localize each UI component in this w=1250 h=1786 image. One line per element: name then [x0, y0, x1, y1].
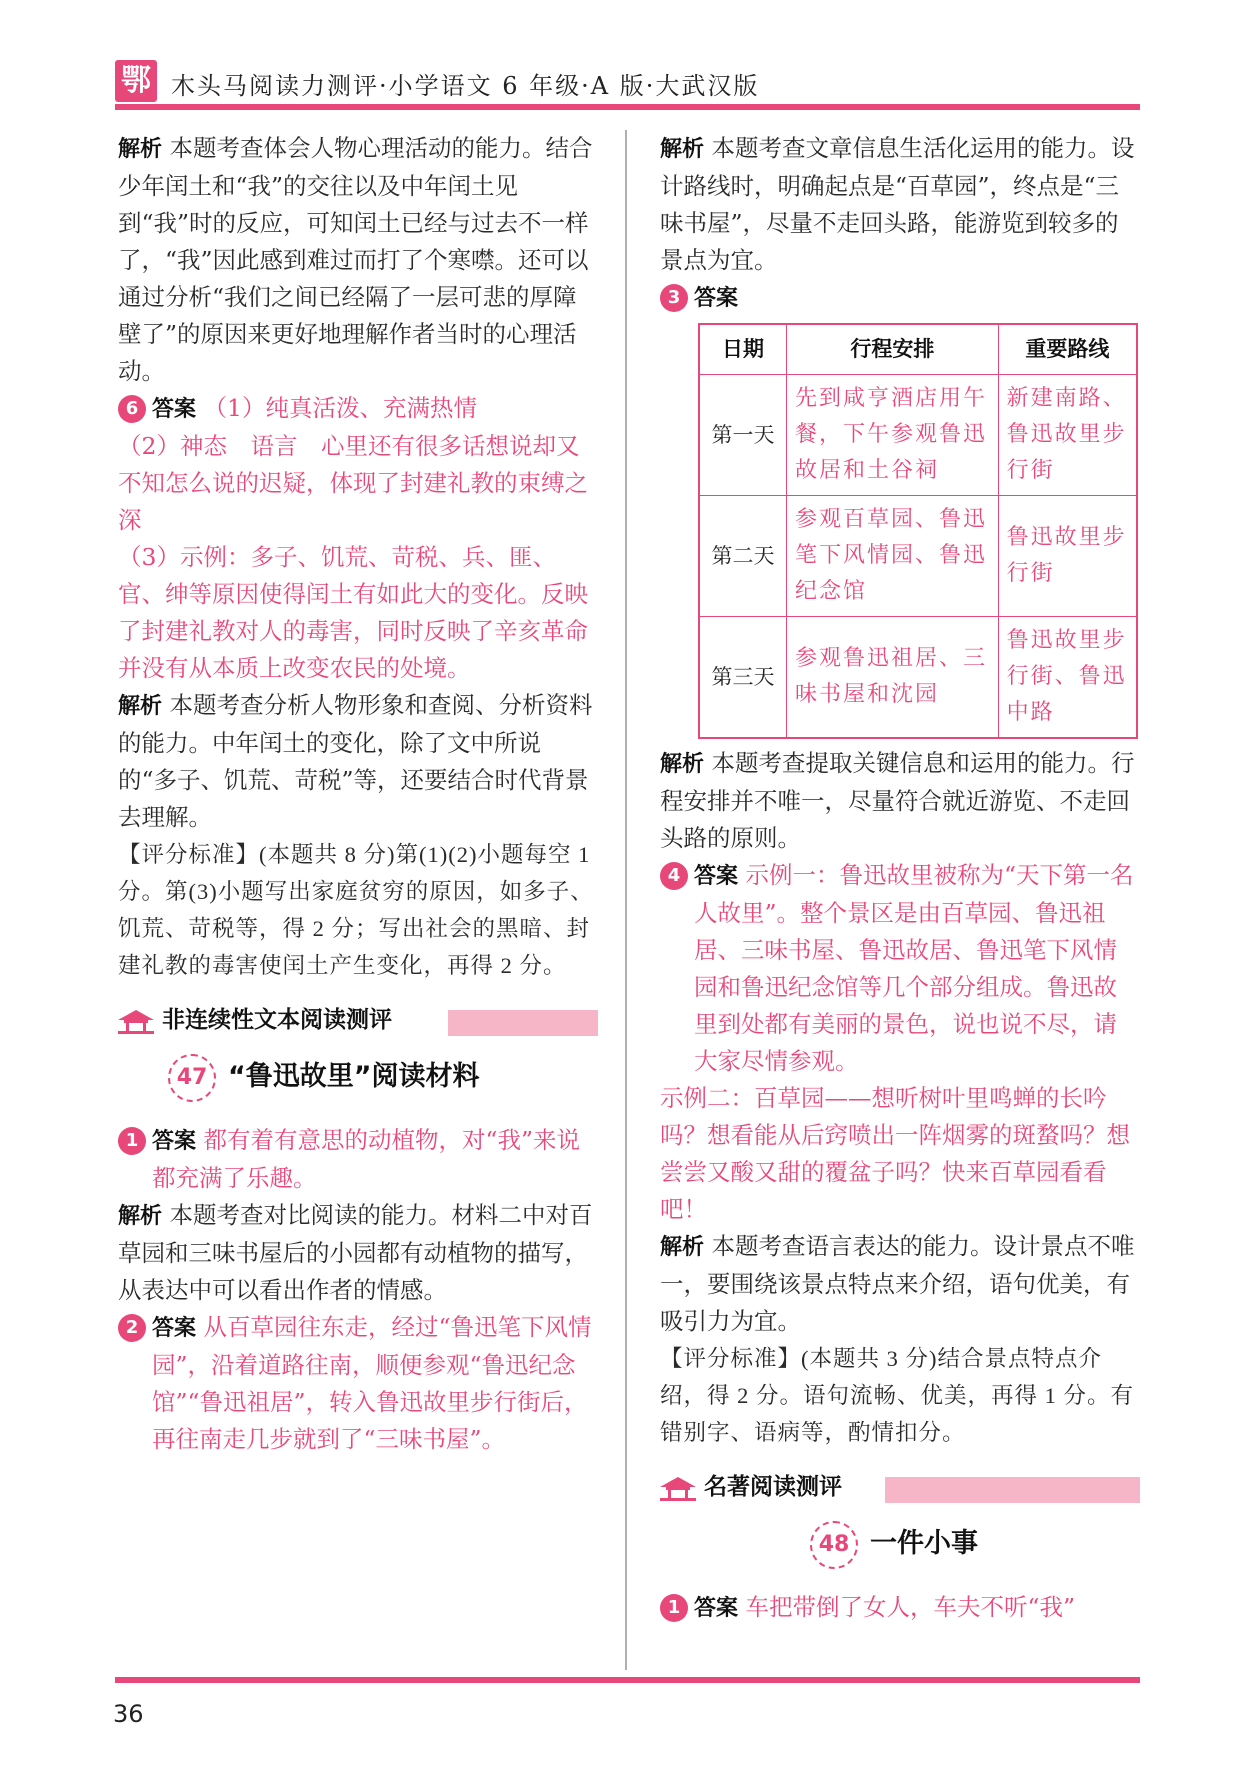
- answer-label: 答案: [694, 1596, 739, 1621]
- header-rule: [115, 104, 1140, 110]
- table-cell-plan: 参观鲁迅祖居、三味书屋和沈园: [787, 617, 999, 739]
- table-row: [699, 617, 1137, 739]
- footer-rule: [115, 1677, 1140, 1683]
- table-cell-route: 鲁迅故里步行街: [998, 496, 1137, 617]
- table-cell-route: 新建南路、鲁迅故里步行街: [998, 375, 1137, 496]
- answer-label: 答案: [694, 286, 739, 311]
- answer-label: 答案: [694, 864, 739, 889]
- lesson-title: “鲁迅故里”阅读材料: [228, 1061, 480, 1092]
- table-cell-day: 第三天: [699, 617, 787, 739]
- section-title: 名著阅读测评: [704, 1474, 842, 1500]
- answer-text: 示例二：百草园——想听树叶里鸣蝉的长吟吗？想看能从后窍喷出一阵烟雾的斑蝥吗？想尝尝又酸又甜的覆盆子吗？快来百草园看看吧！: [660, 1084, 1130, 1223]
- analysis-label: 解析: [660, 1235, 705, 1260]
- answer-text: 从百草园往东走，经过“鲁迅笔下风情园”，沿着道路往南，顺便参观“鲁迅纪念馆”“鲁迅祖居”，转入鲁迅故里步行街后，再往南走几步就到了“三味书屋”。: [152, 1313, 592, 1453]
- analysis-text: 本题考查对比阅读的能力。材料二中对百草园和三味书屋后的小园都有动植物的描写，从表达中可以看出作者的情感。: [118, 1201, 593, 1304]
- question-2-answer: [118, 1309, 598, 1458]
- analysis-paragraph: [660, 130, 1140, 279]
- section-title: 非连续性文本阅读测评: [162, 1007, 392, 1033]
- analysis-label: 解析: [660, 752, 705, 777]
- question-1-answer: [660, 1589, 1140, 1627]
- answer-text: （1）纯真活泼、充满热情: [203, 394, 477, 422]
- question-6-answer: [118, 390, 598, 428]
- right-column: [660, 130, 1140, 1627]
- question-3-answer: [660, 279, 1140, 317]
- question-4-answer: [660, 857, 1140, 1080]
- table-row: [699, 496, 1137, 617]
- table-header-row: [699, 324, 1137, 375]
- analysis-text: 本题考查分析人物形象和查阅、分析资料的能力。中年闰土的变化，除了文中所说的“多子、饥荒、苛税”等，还要结合时代背景去理解。: [118, 691, 593, 831]
- pavilion-icon: [658, 1475, 698, 1501]
- lesson-number: 47: [168, 1054, 216, 1102]
- left-column: [118, 130, 598, 1458]
- question-1-answer: [118, 1122, 598, 1197]
- answer-text: 车把带倒了女人，车夫不听“我”: [745, 1593, 1076, 1621]
- page-number: 36: [113, 1700, 144, 1728]
- scoring-criteria: 【评分标准】(本题共 8 分)第(1)(2)小题每空 1 分。第(3)小题写出家庭贫穷的原因，如多子、饥荒、苛税等，得 2 分；写出社会的黑暗、封建礼教的毒害使闰土产生变化，再得 2 分。: [118, 842, 594, 978]
- lesson-title: 一件小事: [870, 1528, 978, 1559]
- lesson-heading: [118, 1050, 598, 1108]
- itinerary-table: [698, 323, 1138, 739]
- answer-label: 答案: [152, 397, 197, 422]
- question-number-badge: 1: [118, 1127, 146, 1155]
- analysis-text: 本题考查文章信息生活化运用的能力。设计路线时，明确起点是“百草园”，终点是“三味书屋”，尽量不走回头路，能游览到较多的景点为宜。: [660, 134, 1135, 274]
- table-row: [699, 375, 1137, 496]
- book-title: 木头马阅读力测评·小学语文 6 年级·A 版·大武汉版: [171, 72, 760, 100]
- question-number-badge: 2: [118, 1314, 146, 1342]
- table-cell-plan: 先到咸亨酒店用午餐，下午参观鲁迅故居和土谷祠: [787, 375, 999, 496]
- region-badge: 鄂: [115, 60, 157, 102]
- table-cell-route: 鲁迅故里步行街、鲁迅中路: [998, 617, 1137, 739]
- question-number-badge: 3: [660, 284, 688, 312]
- analysis-label: 解析: [118, 694, 163, 719]
- analysis-paragraph: [118, 687, 598, 836]
- answer-text: 示例一：鲁迅故里被称为“天下第一名人故里”。整个景区是由百草园、鲁迅祖居、三味书屋、鲁迅故居、鲁迅笔下风情园和鲁迅纪念馆等几个部分组成。鲁迅故里到处都有美丽的景色，说也说不尽，请大家尽情参观。: [694, 861, 1134, 1075]
- table-cell-plan: 参观百草园、鲁迅笔下风情园、鲁迅纪念馆: [787, 496, 999, 617]
- answer-text: 都有着有意思的动植物，对“我”来说都充满了乐趣。: [152, 1126, 581, 1192]
- lesson-heading: [660, 1517, 1140, 1575]
- analysis-paragraph: [118, 130, 598, 390]
- analysis-paragraph: [118, 1197, 598, 1309]
- table-cell-day: 第二天: [699, 496, 787, 617]
- column-divider: [625, 130, 627, 1670]
- analysis-paragraph: [660, 1228, 1140, 1340]
- analysis-text: 本题考查体会人物心理活动的能力。结合少年闰土和“我”的交往以及中年闰土见到“我”时的反应，可知闰土已经与过去不一样了，“我”因此感到难过而打了个寒噤。还可以通过分析“我们之间已经隔了一层可悲的厚障壁了”的原因来更好地理解作者当时的心理活动。: [118, 134, 593, 385]
- lesson-number: 48: [810, 1521, 858, 1569]
- pavilion-icon: [116, 1008, 156, 1034]
- answer-text: （2）神态 语言 心里还有很多话想说却又不知怎么说的迟疑，体现了封建礼教的束缚之深: [118, 432, 588, 534]
- scoring-criteria: 【评分标准】(本题共 3 分)结合景点特点介绍，得 2 分。语句流畅、优美，再得 1 分。有错别字、语病等，酌情扣分。: [660, 1346, 1135, 1445]
- table-cell-day: 第一天: [699, 375, 787, 496]
- answer-label: 答案: [152, 1316, 197, 1341]
- analysis-label: 解析: [118, 137, 163, 162]
- column-header-date: 日期: [699, 324, 787, 375]
- column-header-route: 重要路线: [998, 324, 1137, 375]
- section-bar: [885, 1477, 1140, 1503]
- section-heading: [118, 1000, 598, 1040]
- analysis-text: 本题考查语言表达的能力。设计景点不唯一，要围绕该景点特点来介绍，语句优美，有吸引力为宜。: [660, 1232, 1135, 1335]
- question-number-badge: 6: [118, 395, 146, 423]
- analysis-paragraph: [660, 745, 1140, 857]
- analysis-label: 解析: [660, 137, 705, 162]
- question-number-badge: 1: [660, 1594, 688, 1622]
- page-header: [115, 60, 1140, 112]
- question-number-badge: 4: [660, 862, 688, 890]
- section-bar: [448, 1010, 598, 1036]
- section-heading: [660, 1467, 1140, 1507]
- analysis-text: 本题考查提取关键信息和运用的能力。行程安排并不唯一，尽量符合就近游览、不走回头路的原则。: [660, 749, 1135, 852]
- answer-text: （3）示例：多子、饥荒、苛税、兵、匪、官、绅等原因使得闰土有如此大的变化。反映了封建礼教对人的毒害，同时反映了辛亥革命并没有从本质上改变农民的处境。: [118, 543, 588, 682]
- column-header-plan: 行程安排: [787, 324, 999, 375]
- answer-label: 答案: [152, 1129, 197, 1154]
- analysis-label: 解析: [118, 1204, 163, 1229]
